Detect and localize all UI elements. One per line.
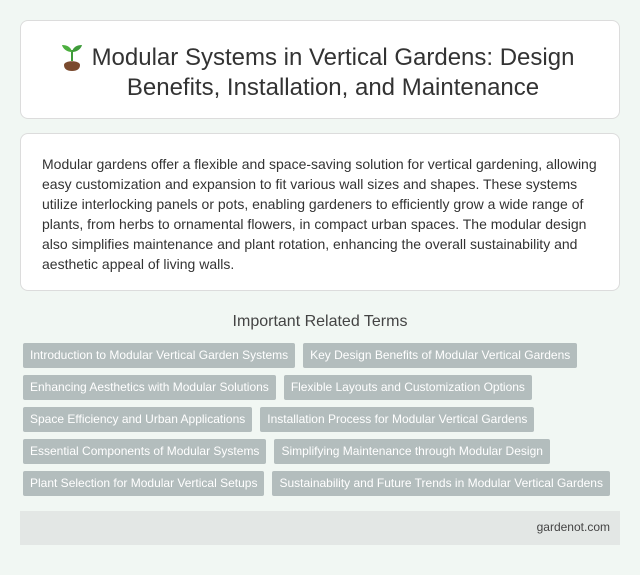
footer-bar — [20, 511, 620, 545]
related-term-tag[interactable]: Essential Components of Modular Systems — [23, 439, 266, 464]
summary-text: Modular gardens offer a flexible and space-saving solution for vertical gardening, allowing easy customization and expansion to fit various wall sizes and shapes. These systems utilize interlocking panels or pots, enabling gardeners to efficiently grow a wide range of plants, from herbs to ornamental flowers, in compact urban spaces. The modular design also simplifies maintenance and plant rotation, enhancing the overall sustainability and aesthetic appeal of living walls. — [42, 156, 597, 272]
related-term-tag[interactable]: Introduction to Modular Vertical Garden Systems — [23, 343, 295, 368]
title-card — [20, 20, 620, 119]
summary-card — [20, 133, 620, 291]
related-term-tag[interactable]: Flexible Layouts and Customization Options — [284, 375, 532, 400]
related-term-tag[interactable]: Installation Process for Modular Vertical Gardens — [260, 407, 534, 432]
related-term-tag[interactable]: Key Design Benefits of Modular Vertical Gardens — [303, 343, 577, 368]
related-term-tag[interactable]: Simplifying Maintenance through Modular Design — [274, 439, 549, 464]
related-terms-list — [20, 343, 625, 496]
related-terms-heading: Important Related Terms — [232, 313, 408, 330]
related-term-tag[interactable]: Space Efficiency and Urban Applications — [23, 407, 252, 432]
related-term-tag[interactable]: Enhancing Aesthetics with Modular Solutions — [23, 375, 276, 400]
related-term-tag[interactable]: Plant Selection for Modular Vertical Setups — [23, 471, 264, 496]
related-term-tag[interactable]: Sustainability and Future Trends in Modular Vertical Gardens — [272, 471, 610, 496]
title-wrap — [57, 43, 597, 103]
page-title: Modular Systems in Vertical Gardens: Design Benefits, Installation, and Maintenance — [91, 44, 575, 101]
sprout-icon — [59, 43, 85, 73]
footer-site-link[interactable]: gardenot.com — [536, 520, 610, 534]
